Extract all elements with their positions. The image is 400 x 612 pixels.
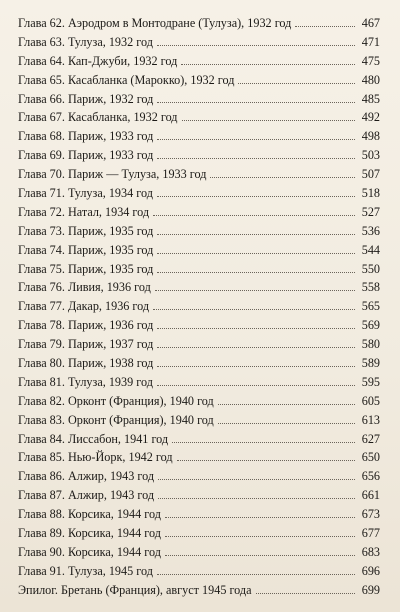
toc-entry [18,146,380,165]
toc-entry-page-number: 527 [361,204,380,219]
toc-entry [18,52,380,71]
toc-entry-title: Глава 63. Тулуза, 1932 год [18,34,153,49]
toc-entry [18,335,380,354]
toc-entry [18,467,380,486]
dot-leader [157,45,355,46]
toc-entry-title: Глава 84. Лиссабон, 1941 год [18,431,169,446]
toc-entry-page-number: 544 [361,242,380,257]
toc-entry-title: Глава 88. Корсика, 1944 год [18,507,161,522]
toc-entry-page-number: 467 [361,16,380,30]
toc-entry [18,203,380,222]
toc-entry-title: Глава 72. Натал, 1934 год [18,204,150,219]
table-of-contents [18,14,380,600]
toc-entry [18,430,380,449]
dot-leader [157,347,355,348]
toc-entry-title: Глава 65. Касабланка (Марокко), 1932 год [18,72,235,87]
toc-entry [18,373,380,392]
toc-entry-page-number: 550 [361,261,380,276]
toc-entry-title: Глава 79. Париж, 1937 год [18,337,154,352]
toc-entry-page-number: 699 [361,582,380,597]
toc-entry-page-number: 656 [361,469,380,484]
dot-leader [155,290,355,291]
toc-entry [18,260,380,279]
dot-leader [157,328,355,329]
toc-entry-title: Глава 78. Париж, 1936 год [18,318,154,333]
toc-entry-title: Глава 66. Париж, 1932 год [18,91,154,106]
dot-leader [218,404,355,405]
toc-entry [18,543,380,562]
toc-entry-page-number: 565 [361,299,380,314]
toc-entry-title: Глава 71. Тулуза, 1934 год [18,186,153,201]
toc-entry-page-number: 498 [361,129,380,144]
toc-entry-title: Глава 70. Париж — Тулуза, 1933 год [18,167,207,182]
toc-entry [18,241,380,260]
dot-leader [181,64,355,65]
toc-entry-page-number: 627 [361,431,380,446]
toc-entry-page-number: 518 [361,186,380,201]
toc-entry-page-number: 661 [361,488,380,503]
toc-entry-page-number: 471 [361,34,380,49]
dot-leader [157,272,355,273]
dot-leader [157,385,355,386]
toc-entry-title: Глава 82. Орконт (Франция), 1940 год [18,393,214,408]
toc-entry-title: Глава 90. Корсика, 1944 год [18,544,161,559]
toc-entry-title: Глава 67. Касабланка, 1932 год [18,110,178,125]
dot-leader [153,215,355,216]
toc-entry-title: Глава 81. Тулуза, 1939 год [18,374,153,389]
dot-leader [157,139,355,140]
toc-entry-title: Глава 89. Корсика, 1944 год [18,526,161,541]
toc-entry-title: Глава 80. Париж, 1938 год [18,356,154,371]
toc-entry [18,127,380,146]
toc-entry [18,14,380,33]
toc-entry-page-number: 673 [361,507,380,522]
toc-entry [18,165,380,184]
toc-entry-page-number: 485 [361,91,380,106]
toc-entry [18,297,380,316]
toc-entry [18,581,380,600]
toc-entry-page-number: 580 [361,337,380,352]
toc-entry-page-number: 536 [361,223,380,238]
dot-leader [182,120,355,121]
toc-entry-title: Глава 85. Нью-Йорк, 1942 год [18,450,173,465]
toc-entry [18,33,380,52]
toc-entry-page-number: 677 [361,526,380,541]
toc-entry [18,524,380,543]
toc-entry-page-number: 595 [361,374,380,389]
toc-entry [18,392,380,411]
toc-entry-title: Глава 75. Париж, 1935 год [18,261,154,276]
toc-entry-title: Глава 91. Тулуза, 1945 год [18,563,153,578]
toc-entry [18,71,380,90]
dot-leader [295,26,355,27]
toc-entry [18,411,380,430]
dot-leader [218,423,355,424]
toc-entry-page-number: 480 [361,72,380,87]
toc-entry-title: Глава 73. Париж, 1935 год [18,223,154,238]
dot-leader [177,460,355,461]
dot-leader [172,442,355,443]
dot-leader [157,158,355,159]
toc-entry-page-number: 683 [361,544,380,559]
toc-entry-title: Глава 76. Ливия, 1936 год [18,280,151,295]
toc-entry [18,278,380,297]
dot-leader [165,555,355,556]
dot-leader [157,196,355,197]
toc-entry [18,448,380,467]
toc-entry [18,184,380,203]
dot-leader [256,593,355,594]
toc-entry [18,316,380,335]
dot-leader [153,309,355,310]
toc-entry [18,505,380,524]
toc-entry-page-number: 558 [361,280,380,295]
toc-entry-page-number: 569 [361,318,380,333]
toc-entry-title: Глава 86. Алжир, 1943 год [18,469,155,484]
dot-leader [165,517,355,518]
toc-entry-title: Глава 83. Орконт (Франция), 1940 год [18,412,214,427]
toc-entry-page-number: 475 [361,53,380,68]
toc-entry-title: Глава 74. Париж, 1935 год [18,242,154,257]
toc-entry-page-number: 613 [361,412,380,427]
toc-entry-title: Глава 64. Кап-Джуби, 1932 год [18,53,178,68]
toc-entry-title: Глава 69. Париж, 1933 год [18,148,154,163]
toc-entry [18,90,380,109]
toc-entry-title: Глава 87. Алжир, 1943 год [18,488,155,503]
toc-entry-title: Глава 77. Дакар, 1936 год [18,299,150,314]
dot-leader [157,574,355,575]
dot-leader [238,83,355,84]
dot-leader [157,234,355,235]
dot-leader [210,177,355,178]
dot-leader [157,366,355,367]
toc-entry [18,108,380,127]
toc-entry-page-number: 605 [361,393,380,408]
toc-entry-page-number: 507 [361,167,380,182]
toc-entry [18,222,380,241]
toc-entry-page-number: 492 [361,110,380,125]
toc-entry-page-number: 589 [361,356,380,371]
toc-entry-title: Глава 62. Аэродром в Монтодране (Тулуза), 1932 год [18,16,292,30]
toc-entry-page-number: 696 [361,563,380,578]
toc-entry-title: Эпилог. Бретань (Франция), август 1945 года [18,582,252,597]
toc-entry-page-number: 650 [361,450,380,465]
dot-leader [165,536,355,537]
dot-leader [157,102,355,103]
toc-entry-title: Глава 68. Париж, 1933 год [18,129,154,144]
toc-entry [18,562,380,581]
dot-leader [157,253,355,254]
toc-entry [18,354,380,373]
dot-leader [158,498,355,499]
toc-entry [18,486,380,505]
dot-leader [158,479,355,480]
toc-entry-page-number: 503 [361,148,380,163]
